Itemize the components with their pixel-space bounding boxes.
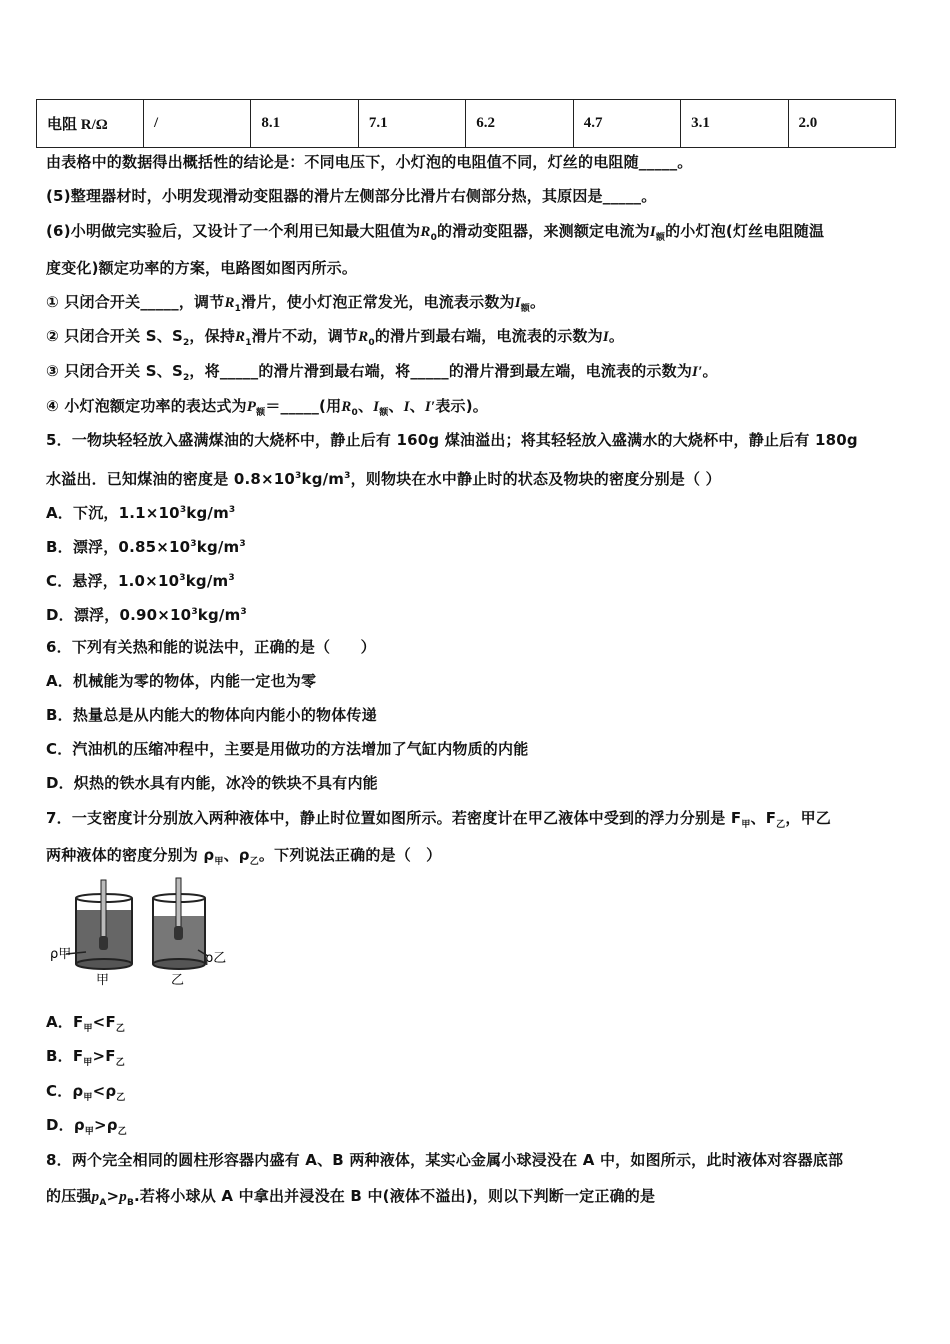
text: A．机械能为零的物体，内能一定也为零 (46, 672, 317, 690)
option-c (46, 568, 235, 591)
subscript: 2 (182, 373, 190, 383)
text: ＝_____(用 (265, 397, 342, 415)
text: 。下列说法正确的是（ ） (258, 846, 442, 864)
question-5 (46, 430, 858, 450)
question-6 (46, 637, 376, 657)
text: 的滑片到最右端，电流表的示数为 (374, 327, 603, 345)
subscript: 甲 (214, 857, 224, 867)
text: ，将_____的滑片滑到最右端，将_____的滑片滑到最左端，电流表的示数为 (189, 362, 693, 380)
text: kg/m (186, 504, 229, 522)
table-cell: 6.2 (466, 100, 573, 148)
table-cell: 7.1 (358, 100, 465, 148)
text: 两种液体的密度分别为 ρ (46, 846, 215, 864)
text-line (46, 1186, 655, 1213)
text: 7．一支密度计分别放入两种液体中，静止时位置如图所示。若密度计在甲乙液体中受到的浮力分别是 F (46, 809, 742, 827)
superscript: 3 (191, 607, 198, 617)
subscript: 甲 (741, 820, 751, 830)
text: 、 (409, 397, 425, 415)
text: F (105, 1013, 116, 1031)
label-rho-yi: ρ乙 (205, 951, 227, 966)
superscript: 3 (295, 471, 302, 481)
table-cell: 3.1 (681, 100, 788, 148)
text: > (94, 1116, 107, 1134)
text-line (46, 292, 545, 319)
text: 滑片，使小灯泡正常发光，电流表示数为 (241, 293, 515, 311)
text-line (46, 258, 357, 278)
text: 、ρ (223, 846, 250, 864)
text: ③ 只闭合开关 S、S (46, 362, 183, 380)
table-cell: 电阻 R/Ω (37, 100, 144, 148)
option-d (46, 1115, 127, 1142)
text: kg/m (196, 538, 240, 556)
subscript: 1 (234, 304, 242, 314)
text-line (46, 152, 693, 172)
text: B．热量总是从内能大的物体向内能小的物体传递 (46, 706, 377, 724)
text: 的压强 (46, 1187, 92, 1205)
superscript: 3 (239, 539, 246, 549)
text: D．ρ (46, 1116, 85, 1134)
text: F (105, 1047, 116, 1065)
text: A．下沉，1.1×10 (46, 504, 180, 522)
text: > (106, 1187, 120, 1205)
text-line (46, 326, 624, 353)
text-line (46, 221, 824, 248)
subscript: 2 (182, 338, 190, 348)
superscript: 3 (179, 505, 187, 515)
option-a (46, 1012, 125, 1039)
subscript: 甲 (83, 1058, 93, 1068)
table-cell: / (144, 100, 251, 148)
subscript: 额 (256, 408, 266, 418)
option-c (46, 739, 528, 759)
table-row (37, 100, 896, 148)
symbol: I′ (424, 399, 436, 415)
text: B．漂浮，0.85×10 (46, 538, 191, 556)
text: kg/m (197, 606, 241, 624)
symbol: I (602, 329, 609, 345)
superscript: 3 (240, 607, 247, 617)
text: 水溢出．已知煤油的密度是 0.8×10 (46, 470, 296, 488)
text: D．漂浮，0.90×10 (46, 606, 192, 624)
subscript: A (99, 1198, 107, 1208)
text: kg/m (301, 470, 345, 488)
text: 度变化)额定功率的方案，电路图如图丙所示。 (46, 259, 358, 277)
label-rho-jia: ρ甲 (50, 947, 72, 962)
subscript: 额 (379, 408, 389, 418)
text: 表示)。 (435, 397, 488, 415)
symbol: R (420, 224, 431, 240)
text: B．F (46, 1047, 84, 1065)
text: < (92, 1082, 106, 1100)
symbol: R (235, 329, 246, 345)
symbol: P (246, 399, 257, 415)
option-b (46, 1046, 125, 1073)
text: (5)整理器材时，小明发现滑动变阻器的滑片左侧部分比滑片右侧部分热，其原因是_____。 (46, 187, 657, 205)
text: 的小灯泡(灯丝电阻随温 (665, 222, 825, 240)
text: 。 (702, 362, 718, 380)
subscript: 乙 (776, 820, 786, 830)
subscript: 1 (245, 338, 252, 348)
text: (6)小明做完实验后，又设计了一个利用已知最大阻值为 (46, 222, 421, 240)
text: D．炽热的铁水具有内能，冰冷的铁块不具有内能 (46, 774, 378, 792)
superscript: 3 (344, 471, 351, 481)
symbol: I (649, 224, 656, 240)
beaker-yi (153, 878, 205, 969)
text: C．汽油机的压缩冲程中，主要是用做功的方法增加了气缸内物质的内能 (46, 740, 529, 758)
question-7 (46, 808, 831, 835)
text: 6．下列有关热和能的说法中，正确的是（ ） (46, 638, 376, 656)
text: 。 (608, 327, 625, 345)
symbol: p (119, 1189, 127, 1205)
text: 、 (357, 397, 374, 415)
text: ① 只闭合开关_____，调节 (46, 293, 225, 311)
caption-jia: 甲 (96, 973, 110, 988)
subscript: 0 (368, 338, 375, 348)
text: 、F (750, 809, 777, 827)
table-cell: 8.1 (251, 100, 358, 148)
text: < (92, 1013, 106, 1031)
text: .若将小球从 A 中拿出并浸没在 B 中(液体不溢出)，则以下判断一定正确的是 (134, 1187, 656, 1205)
subscript: 额 (655, 233, 666, 243)
text: ρ (106, 1116, 118, 1134)
subscript: 乙 (115, 1058, 125, 1068)
text: ④ 小灯泡额定功率的表达式为 (46, 397, 247, 415)
subscript: 乙 (116, 1093, 126, 1103)
text: 滑片不动，调节 (251, 327, 359, 345)
subscript: 0 (351, 408, 358, 418)
hydrometer-figure (46, 876, 236, 988)
option-b (46, 705, 377, 725)
text: 的滑动变阻器，来测额定电流为 (437, 222, 650, 240)
subscript: 乙 (249, 857, 259, 867)
subscript: 乙 (115, 1024, 126, 1034)
text-line (46, 466, 721, 489)
text: 。 (529, 293, 546, 311)
text: ρ (105, 1082, 117, 1100)
superscript: 3 (228, 505, 236, 515)
text: 5．一物块轻轻放入盛满煤油的大烧杯中，静止后有 160g 煤油溢出；将其轻轻放入盛满水的大烧杯中，静止后有 180g (46, 431, 858, 449)
subscript: B (126, 1198, 135, 1208)
text: > (92, 1047, 106, 1065)
symbol: I (373, 399, 380, 415)
text: A．F (46, 1013, 84, 1031)
text: ，则物块在水中静止时的状态及物块的密度分别是（ ） (350, 470, 721, 488)
text: ② 只闭合开关 S、S (46, 327, 183, 345)
superscript: 3 (190, 539, 197, 549)
subscript: 额 (520, 304, 530, 314)
subscript: 甲 (83, 1024, 93, 1034)
option-a (46, 671, 316, 691)
text: C．悬浮，1.0×10 (46, 572, 180, 590)
text-line (46, 361, 718, 388)
symbol: p (91, 1189, 100, 1205)
subscript: 甲 (84, 1127, 94, 1137)
symbol: I (403, 399, 410, 415)
text: ，甲乙 (785, 809, 831, 827)
text: 、 (388, 397, 404, 415)
resistance-table (36, 99, 896, 148)
option-a (46, 500, 235, 523)
subscript: 甲 (83, 1093, 93, 1103)
symbol: R (358, 329, 369, 345)
symbol: R (224, 295, 235, 311)
question-8 (46, 1150, 843, 1170)
text: ，保持 (189, 327, 236, 345)
text: kg/m (185, 572, 229, 590)
subscript: 0 (430, 233, 438, 243)
table-cell: 2.0 (788, 100, 895, 148)
text: C．ρ (46, 1082, 84, 1100)
superscript: 3 (228, 573, 235, 583)
symbol: I′ (692, 364, 703, 380)
superscript: 3 (179, 573, 186, 583)
text-line (46, 186, 656, 206)
symbol: I (514, 295, 521, 311)
table-cell: 4.7 (573, 100, 680, 148)
text-line (46, 845, 441, 872)
beaker-jia (76, 880, 132, 969)
text: 8．两个完全相同的圆柱形容器内盛有 A、B 两种液体，某实心金属小球浸没在 A 中，如图所示，此时液体对容器底部 (46, 1151, 844, 1169)
option-d (46, 773, 378, 793)
caption-yi: 乙 (171, 973, 185, 988)
option-c (46, 1081, 125, 1108)
text: 由表格中的数据得出概括性的结论是：不同电压下，小灯泡的电阻值不同，灯丝的电阻随_____。 (46, 153, 693, 171)
option-b (46, 534, 246, 557)
option-d (46, 602, 247, 625)
symbol: R (341, 399, 352, 415)
subscript: 乙 (117, 1127, 127, 1137)
text-line (46, 396, 488, 423)
